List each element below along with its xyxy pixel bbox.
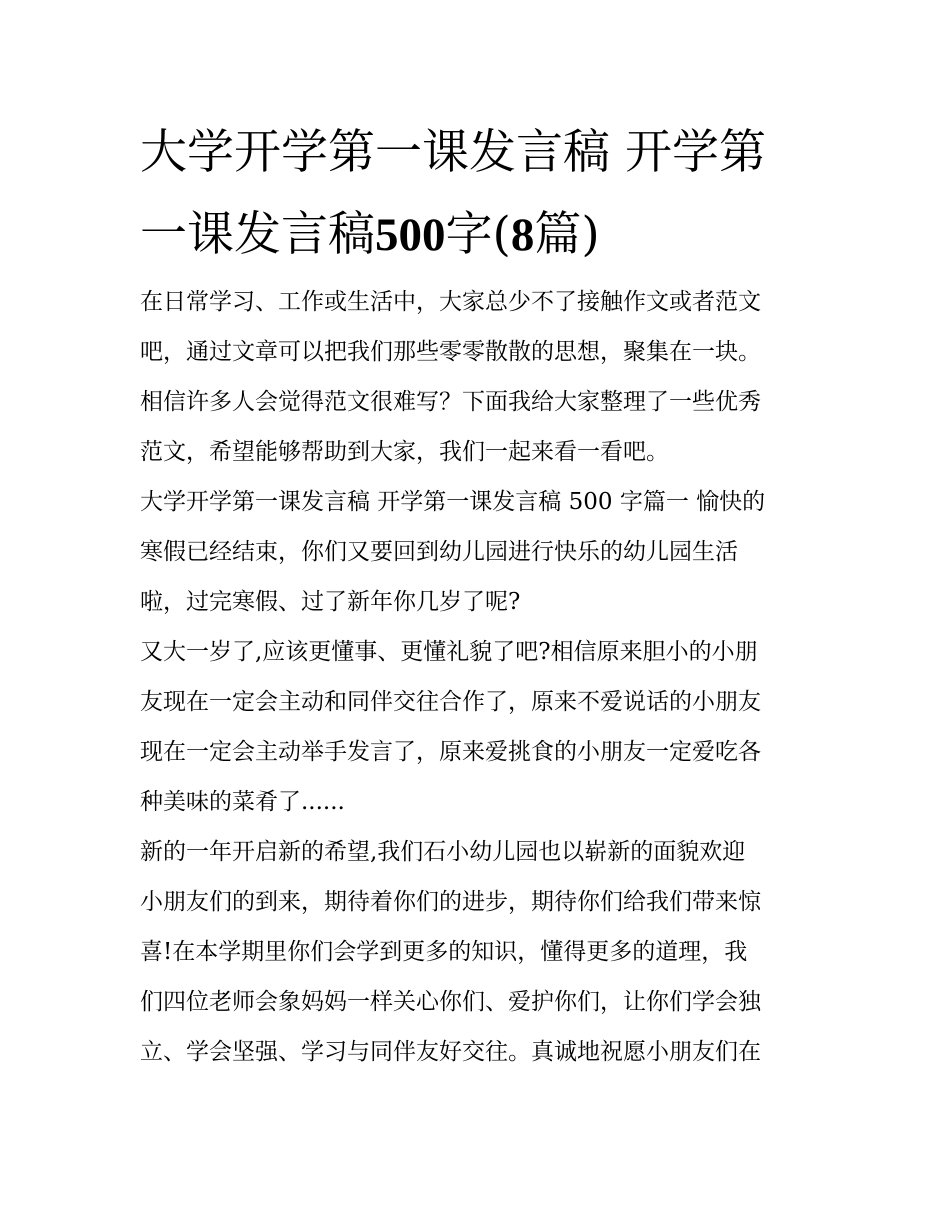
body-line: 范文，希望能够帮助到大家，我们一起来看一看吧。 — [140, 439, 669, 465]
document-body — [140, 277, 830, 1077]
body-line: 寒假已经结束，你们又要回到幼儿园进行快乐的幼儿园生活 — [140, 539, 738, 565]
document-title — [140, 112, 820, 276]
body-line: 立、学会坚强、学习与同伴友好交往。真诚地祝愿小朋友们在 — [140, 1039, 761, 1065]
title-text: 大学开学第一课发言稿 开学第 — [140, 125, 766, 180]
body-line: 新的一年开启新的希望,我们石小幼儿园也以崭新的面貌欢迎 — [140, 839, 746, 865]
body-line: 相信许多人会觉得范文很难写？下面我给大家整理了一些优秀 — [140, 389, 761, 415]
body-line: 种美味的菜肴了...... — [140, 789, 345, 815]
body-line: 啦，过完寒假、过了新年你几岁了呢? — [140, 589, 521, 615]
title-number: 8 — [510, 209, 535, 261]
body-line: 现在一定会主动举手发言了，原来爱挑食的小朋友一定爱吃各 — [140, 739, 761, 765]
title-text: 字( — [445, 207, 511, 262]
body-line: 吧，通过文章可以把我们那些零零散散的思想，聚集在一块。 — [140, 339, 761, 365]
title-text: 一课发言稿 — [140, 207, 375, 262]
body-line: 大学开学第一课发言稿 开学第一课发言稿 500 字篇一 愉快的 — [140, 489, 766, 515]
title-text: 篇) — [534, 207, 600, 262]
body-line: 小朋友们的到来，期待着你们的进步，期待你们给我们带来惊 — [140, 889, 761, 915]
title-line — [140, 112, 820, 194]
body-line: 在日常学习、工作或生活中，大家总少不了接触作文或者范文 — [140, 289, 761, 315]
body-line: 们四位老师会象妈妈一样关心你们、爱护你们，让你们学会独 — [140, 989, 761, 1015]
body-line: 友现在一定会主动和同伴交往合作了，原来不爱说话的小朋友 — [140, 689, 761, 715]
title-line — [140, 194, 820, 276]
body-line: 又大一岁了,应该更懂事、更懂礼貌了吧?相信原来胆小的小朋 — [140, 639, 758, 665]
body-line: 喜!在本学期里你们会学到更多的知识，懂得更多的道理，我 — [140, 939, 748, 965]
title-number: 500 — [375, 209, 446, 261]
